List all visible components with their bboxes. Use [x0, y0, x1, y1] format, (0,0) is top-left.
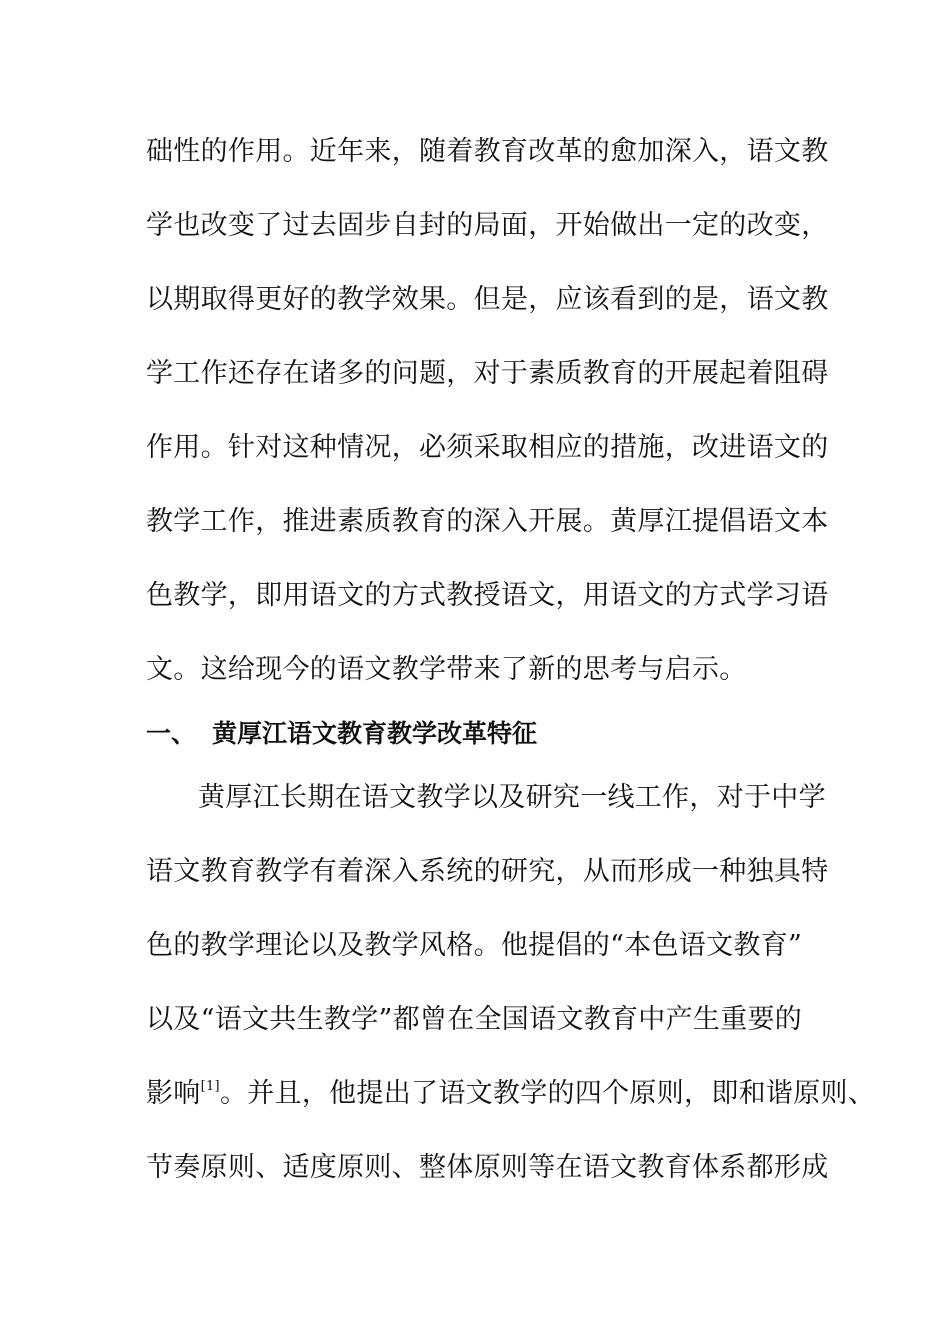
- body-text-line: 学工作还存在诸多的问题，对于素质教育的开展起着阻碍: [146, 358, 829, 389]
- body-text-line: 文。这给现今的语文教学带来了新的思考与启示。: [146, 654, 747, 685]
- section-heading: [146, 716, 537, 752]
- section-number: 一、: [146, 719, 197, 748]
- body-text-segment: 影响: [146, 1078, 201, 1109]
- body-text-line: 语文教育教学有着深入系统的研究，从而形成一种独具特: [146, 856, 829, 887]
- body-text-line: 节奏原则、适度原则、整体原则等在语文教育体系都形成: [146, 1152, 829, 1183]
- body-text-line: [146, 1076, 875, 1112]
- body-text-line: 础性的作用。近年来，随着教育改革的愈加深入，语文教: [146, 136, 829, 167]
- citation-reference[interactable]: [1]: [200, 1079, 220, 1094]
- body-text-line: 黄厚江长期在语文教学以及研究一线工作，对于中学: [198, 782, 826, 813]
- body-text-line: 以及“语文共生教学”都曾在全国语文教育中产生重要的: [146, 1004, 803, 1035]
- body-text-line: 教学工作，推进素质教育的深入开展。黄厚江提倡语文本: [146, 506, 829, 537]
- body-text-line: 作用。针对这种情况，必须采取相应的措施，改进语文的: [146, 432, 829, 463]
- body-text-line: 以期取得更好的教学效果。但是，应该看到的是，语文教: [146, 284, 829, 315]
- body-text-line: 色的教学理论以及教学风格。他提倡的“本色语文教育”: [146, 930, 803, 961]
- section-title: 黄厚江语文教育教学改革特征: [212, 719, 538, 748]
- body-text-segment: 。并且，他提出了语文教学的四个原则，即和谐原则、: [219, 1078, 876, 1109]
- body-text-line: 学也改变了过去固步自封的局面，开始做出一定的改变，: [146, 210, 829, 241]
- body-text-line: 色教学，即用语文的方式教授语文，用语文的方式学习语: [146, 580, 829, 611]
